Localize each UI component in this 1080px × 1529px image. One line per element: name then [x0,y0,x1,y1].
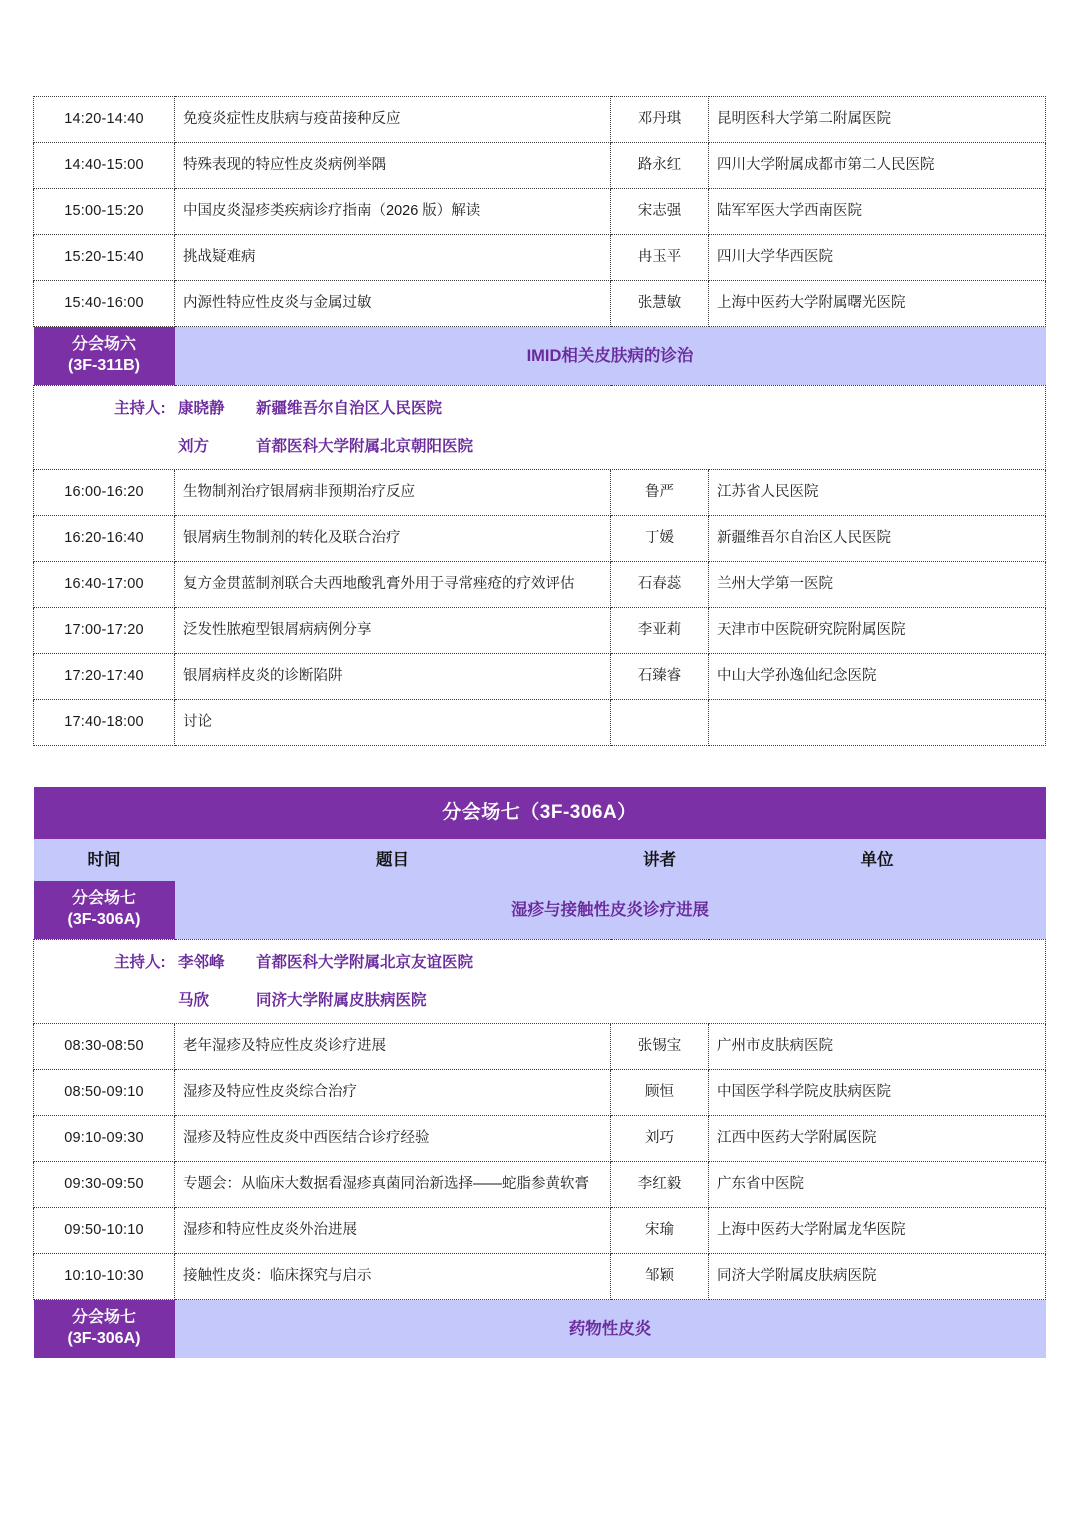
column-header-row [34,839,1046,881]
moderator-org: 新疆维吾尔自治区人民医院 [256,400,443,417]
venue-chip [34,327,175,385]
row-time: 16:40-17:00 [34,562,175,608]
row-org: 同济大学附属皮肤病医院 [709,1254,1046,1300]
row-title: 银屑病生物制剂的转化及联合治疗 [175,516,611,562]
table-row [34,516,1046,562]
moderator-line [114,439,1045,455]
venue-chip [34,1300,175,1358]
row-time: 14:40-15:00 [34,143,175,189]
row-org: 上海中医药大学附属龙华医院 [709,1208,1046,1254]
table-row [34,143,1046,189]
moderators-cell [34,386,1046,470]
session-six-band [34,327,1046,386]
row-speaker: 石春蕊 [611,562,709,608]
row-title: 特殊表现的特应性皮炎病例举隅 [175,143,611,189]
row-time: 10:10-10:30 [34,1254,175,1300]
moderator-name: 刘方 [178,437,210,455]
row-org [709,700,1046,746]
session-seven-band [34,881,1046,940]
moderator-org: 首都医科大学附属北京朝阳医院 [256,437,474,455]
session-seven-topic-cell [175,881,1046,940]
row-title: 专题会：从临床大数据看湿疹真菌同治新选择——蛇脂参黄软膏 [175,1162,611,1208]
row-org: 新疆维吾尔自治区人民医院 [709,516,1046,562]
session-six-rows-bottom [34,470,1046,746]
row-time: 09:50-10:10 [34,1208,175,1254]
session-six-venue-cell [34,327,175,386]
table-row [34,654,1046,700]
row-speaker: 张锡宝 [611,1024,709,1070]
row-title: 湿疹及特应性皮炎综合治疗 [175,1070,611,1116]
venue-room: (3F-311B) [67,357,141,374]
row-time: 15:40-16:00 [34,281,175,327]
session-topic: 药物性皮炎 [175,1300,1046,1358]
row-time: 15:00-15:20 [34,189,175,235]
row-speaker: 张慧敏 [611,281,709,327]
table-row [34,189,1046,235]
row-speaker: 冉玉平 [611,235,709,281]
row-title: 湿疹和特应性皮炎外治进展 [175,1208,611,1254]
column-header-time: 时间 [34,839,175,881]
column-header-speaker: 讲者 [611,839,709,881]
moderator-org: 首都医科大学附属北京友谊医院 [256,954,474,971]
row-org: 江西中医药大学附属医院 [709,1116,1046,1162]
session-seven-venue-cell-2 [34,1300,175,1359]
table-row [34,1024,1046,1070]
row-time: 09:30-09:50 [34,1162,175,1208]
row-org: 四川大学附属成都市第二人民医院 [709,143,1046,189]
row-title: 泛发性脓疱型银屑病病例分享 [175,608,611,654]
row-title: 免疫炎症性皮肤病与疫苗接种反应 [175,97,611,143]
row-org: 中国医学科学院皮肤病医院 [709,1070,1046,1116]
moderator-line [114,955,1045,971]
row-org: 昆明医科大学第二附属医院 [709,97,1046,143]
column-header-org: 单位 [709,839,1046,881]
session-seven-topic-cell-2 [175,1300,1046,1359]
table-row [34,562,1046,608]
table-row [34,1254,1046,1300]
venue-chip [34,881,175,939]
row-title: 老年湿疹及特应性皮炎诊疗进展 [175,1024,611,1070]
table-row [34,97,1046,143]
row-title: 讨论 [175,700,611,746]
session-topic: IMID相关皮肤病的诊治 [175,327,1046,385]
row-title: 挑战疑难病 [175,235,611,281]
row-speaker: 邹颖 [611,1254,709,1300]
row-speaker: 路永红 [611,143,709,189]
row-org: 广州市皮肤病医院 [709,1024,1046,1070]
row-speaker [611,700,709,746]
row-title: 生物制剂治疗银屑病非预期治疗反应 [175,470,611,516]
session-topic: 湿疹与接触性皮炎诊疗进展 [175,881,1046,939]
row-title: 接触性皮炎：临床探究与启示 [175,1254,611,1300]
session-six-table [33,96,1046,746]
row-speaker: 鲁严 [611,470,709,516]
row-time: 17:00-17:20 [34,608,175,654]
table-row [34,1116,1046,1162]
moderator-name: 李邻峰 [178,954,225,971]
row-org: 中山大学孙逸仙纪念医院 [709,654,1046,700]
moderator-line [114,401,1045,417]
session-seven-main-title: 分会场七（3F-306A） [34,787,1046,839]
table-row [34,281,1046,327]
row-time: 08:50-09:10 [34,1070,175,1116]
table-row [34,235,1046,281]
row-time: 09:10-09:30 [34,1116,175,1162]
moderator-org: 同济大学附属皮肤病医院 [256,991,427,1009]
session-seven-rows [34,1024,1046,1300]
row-speaker: 邓丹琪 [611,97,709,143]
venue-name: 分会场七 [71,890,136,908]
row-time: 08:30-08:50 [34,1024,175,1070]
moderator-label: 主持人: [114,954,166,971]
row-title: 中国皮炎湿疹类疾病诊疗指南（2026 版）解读 [175,189,611,235]
column-header-title: 题目 [175,839,611,881]
row-org: 上海中医药大学附属曙光医院 [709,281,1046,327]
moderator-label: 主持人: [114,400,166,417]
row-time: 15:20-15:40 [34,235,175,281]
venue-room: (3F-306A) [67,911,141,928]
venue-room: (3F-306A) [67,1330,141,1347]
venue-name: 分会场七 [71,1309,136,1327]
row-org: 四川大学华西医院 [709,235,1046,281]
table-row [34,1070,1046,1116]
session-six-moderators-row [34,386,1046,470]
session-seven-venue-cell [34,881,175,940]
row-speaker: 石臻睿 [611,654,709,700]
table-row [34,470,1046,516]
table-row [34,700,1046,746]
table-row [34,1208,1046,1254]
row-speaker: 顾恒 [611,1070,709,1116]
row-org: 兰州大学第一医院 [709,562,1046,608]
moderator-name: 马欣 [178,991,210,1009]
session-seven-moderators-row [34,940,1046,1024]
row-title: 复方金贯蓝制剂联合夫西地酸乳膏外用于寻常痤疮的疗效评估 [175,562,611,608]
session-six-topic-cell [175,327,1046,386]
row-org: 天津市中医院研究院附属医院 [709,608,1046,654]
session-seven-table [33,787,1046,1358]
row-title: 银屑病样皮炎的诊断陷阱 [175,654,611,700]
table-row [34,1162,1046,1208]
row-time: 16:20-16:40 [34,516,175,562]
moderators-cell [34,940,1046,1024]
row-speaker: 刘巧 [611,1116,709,1162]
moderator-line [114,993,1045,1009]
row-org: 陆军军医大学西南医院 [709,189,1046,235]
row-time: 17:20-17:40 [34,654,175,700]
row-time: 16:00-16:20 [34,470,175,516]
row-title: 湿疹及特应性皮炎中西医结合诊疗经验 [175,1116,611,1162]
moderator-name: 康晓静 [178,400,225,417]
row-speaker: 丁媛 [611,516,709,562]
row-speaker: 宋瑜 [611,1208,709,1254]
row-speaker: 宋志强 [611,189,709,235]
session-seven-title-row [34,787,1046,839]
session-six-rows-top [34,97,1046,327]
row-org: 广东省中医院 [709,1162,1046,1208]
table-row [34,608,1046,654]
row-time: 17:40-18:00 [34,700,175,746]
row-speaker: 李亚莉 [611,608,709,654]
row-title: 内源性特应性皮炎与金属过敏 [175,281,611,327]
session-seven-band-2 [34,1300,1046,1359]
row-speaker: 李红毅 [611,1162,709,1208]
row-org: 江苏省人民医院 [709,470,1046,516]
row-time: 14:20-14:40 [34,97,175,143]
venue-name: 分会场六 [71,336,136,354]
